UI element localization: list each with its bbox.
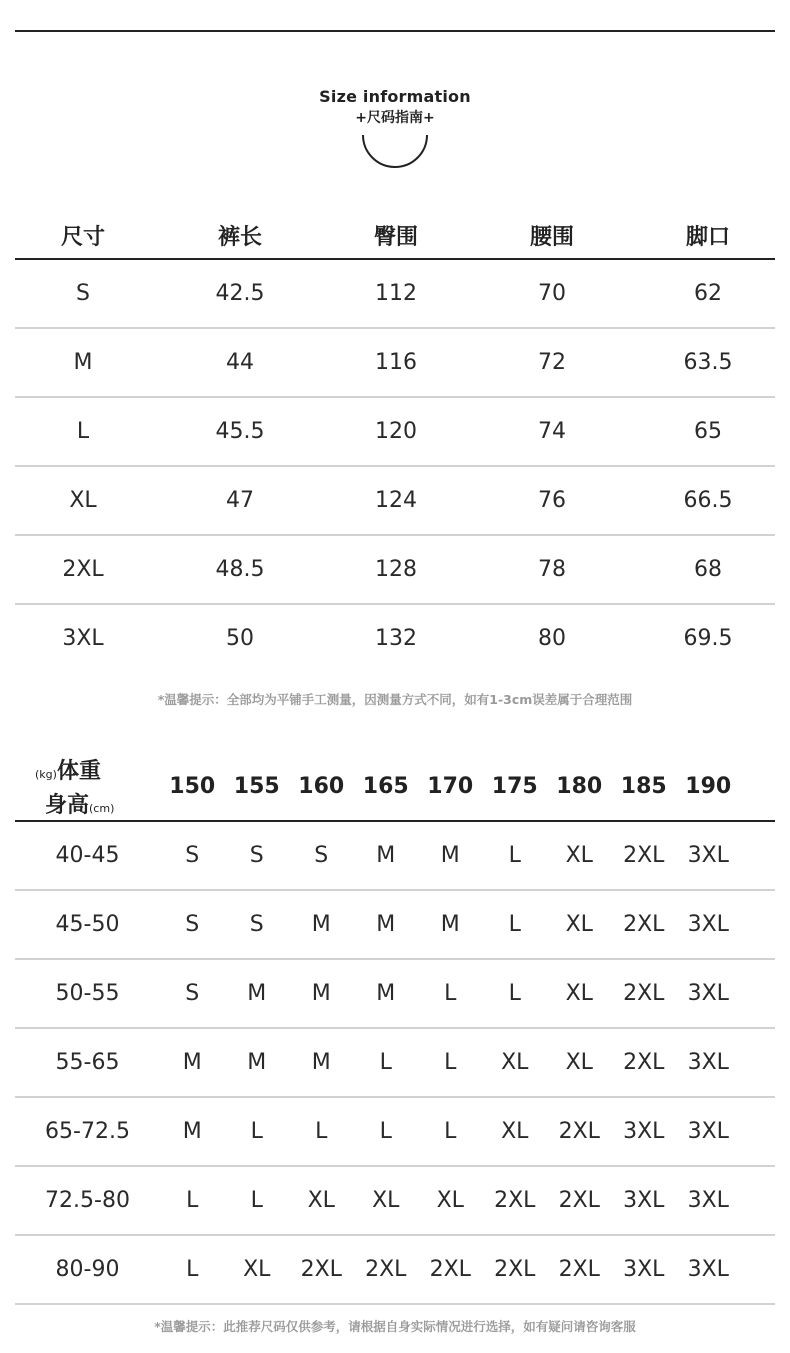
size-cell: L [186, 1188, 199, 1213]
size-cell: M [182, 1050, 202, 1075]
table-row [15, 605, 775, 672]
cell-length: 47 [226, 488, 254, 513]
weight-range-cell: 80-90 [55, 1257, 120, 1282]
size-cell: 2XL [365, 1257, 407, 1282]
size-cell: XL [501, 1119, 529, 1144]
cell-hem: 68 [694, 557, 722, 582]
size-cell: 2XL [429, 1257, 471, 1282]
size-cell: S [314, 843, 329, 868]
table-row [15, 1167, 775, 1236]
size-cell: 2XL [623, 912, 665, 937]
size-cell: 3XL [687, 912, 729, 937]
weight-unit: (kg) [35, 768, 57, 781]
height-unit: (cm) [89, 802, 115, 815]
height-column-header: 190 [685, 773, 732, 799]
size-cell: L [379, 1050, 392, 1075]
cell-size: L [76, 419, 90, 444]
height-column-header: 185 [620, 773, 667, 799]
cell-waist: 74 [538, 419, 566, 444]
cell-hem: 63.5 [683, 350, 733, 375]
title-english: Size information [319, 87, 471, 106]
size-cell: L [444, 1119, 457, 1144]
size-cell: L [508, 912, 521, 937]
size-cell: 2XL [558, 1119, 600, 1144]
cell-size: XL [69, 488, 97, 513]
cell-size: 3XL [62, 626, 104, 651]
size-cell: 2XL [494, 1257, 536, 1282]
height-column-header: 165 [362, 773, 409, 799]
size-cell: XL [243, 1257, 271, 1282]
size-cell: L [379, 1119, 392, 1144]
size-cell: L [444, 1050, 457, 1075]
cell-hip: 128 [375, 557, 417, 582]
top-divider [15, 30, 775, 32]
size-cell: L [250, 1188, 263, 1213]
weight-range-cell: 45-50 [55, 912, 120, 937]
size-cell: 3XL [623, 1257, 665, 1282]
arc-decoration-icon [355, 131, 435, 175]
size-cell: L [508, 981, 521, 1006]
header-hip: 臀围 [373, 224, 418, 250]
table-row [15, 329, 775, 398]
size-cell: XL [565, 1050, 593, 1075]
size-cell: L [250, 1119, 263, 1144]
recommend-note: *温馨提示：此推荐尺码仅供参考，请根据自身实际情况进行选择，如有疑问请咨询客服 [154, 1319, 636, 1334]
size-cell: M [247, 981, 267, 1006]
size-cell: XL [372, 1188, 400, 1213]
table-row [15, 260, 775, 329]
cell-hem: 65 [694, 419, 722, 444]
cell-length: 45.5 [215, 419, 265, 444]
table-row [15, 398, 775, 467]
size-cell: XL [307, 1188, 335, 1213]
title-block [0, 86, 790, 128]
weight-range-cell: 50-55 [55, 981, 120, 1006]
size-cell: 2XL [300, 1257, 342, 1282]
size-cell: L [315, 1119, 328, 1144]
size-cell: S [185, 981, 200, 1006]
height-column-header: 155 [233, 773, 280, 799]
size-cell: M [311, 912, 331, 937]
measurement-note: *温馨提示：全部均为平铺手工测量，因测量方式不同，如有1-3cm误差属于合理范围 [157, 692, 633, 707]
weight-range-cell: 65-72.5 [45, 1119, 130, 1144]
table-row [15, 467, 775, 536]
size-cell: 3XL [687, 1188, 729, 1213]
header-length: 裤长 [217, 224, 262, 250]
size-cell: 2XL [558, 1257, 600, 1282]
size-cell: M [311, 1050, 331, 1075]
size-cell: XL [436, 1188, 464, 1213]
size-cell: M [247, 1050, 267, 1075]
cell-hip: 112 [375, 281, 417, 306]
cell-size: M [73, 350, 93, 375]
cell-length: 48.5 [215, 557, 265, 582]
recommend-table [15, 752, 775, 1305]
table-row [15, 891, 775, 960]
size-cell: XL [565, 843, 593, 868]
size-cell: L [508, 843, 521, 868]
table-row [15, 960, 775, 1029]
size-cell: M [376, 912, 396, 937]
size-table-header [15, 212, 775, 260]
cell-waist: 70 [538, 281, 566, 306]
size-cell: M [376, 981, 396, 1006]
cell-hip: 132 [375, 626, 417, 651]
cell-waist: 72 [538, 350, 566, 375]
table-row [15, 1236, 775, 1305]
size-cell: 2XL [494, 1188, 536, 1213]
size-cell: 2XL [623, 843, 665, 868]
table-row [15, 1029, 775, 1098]
size-cell: S [249, 843, 264, 868]
cell-hem: 69.5 [683, 626, 733, 651]
cell-hem: 66.5 [683, 488, 733, 513]
weight-range-cell: 55-65 [55, 1050, 120, 1075]
cell-size: S [76, 281, 90, 306]
cell-waist: 76 [538, 488, 566, 513]
header-waist: 腰围 [529, 224, 574, 250]
cell-hip: 120 [375, 419, 417, 444]
size-cell: S [185, 843, 200, 868]
recommend-table-header [15, 752, 775, 822]
size-cell: XL [565, 981, 593, 1006]
cell-hem: 62 [694, 281, 722, 306]
weight-range-cell: 40-45 [55, 843, 120, 868]
table-row [15, 536, 775, 605]
cell-waist: 78 [538, 557, 566, 582]
size-cell: M [376, 843, 396, 868]
cell-length: 50 [226, 626, 254, 651]
size-cell: M [182, 1119, 202, 1144]
size-cell: L [444, 981, 457, 1006]
cell-hip: 116 [375, 350, 417, 375]
size-cell: 2XL [623, 1050, 665, 1075]
cell-waist: 80 [538, 626, 566, 651]
table-row [15, 822, 775, 891]
size-cell: 3XL [687, 1050, 729, 1075]
height-column-header: 160 [298, 773, 345, 799]
corner-cell [15, 752, 160, 820]
header-size: 尺寸 [60, 224, 105, 250]
cell-length: 44 [226, 350, 254, 375]
height-column-header: 170 [427, 773, 474, 799]
size-cell: 2XL [623, 981, 665, 1006]
size-table [15, 212, 775, 672]
height-column-header: 150 [169, 773, 216, 799]
height-column-header: 180 [556, 773, 603, 799]
size-cell: XL [501, 1050, 529, 1075]
height-label: 身高 [45, 793, 90, 818]
size-cell: 3XL [623, 1119, 665, 1144]
size-cell: M [440, 912, 460, 937]
cell-hip: 124 [375, 488, 417, 513]
title-chinese: +尺码指南+ [355, 110, 435, 126]
size-cell: 3XL [687, 843, 729, 868]
size-cell: XL [565, 912, 593, 937]
size-cell: 3XL [687, 1119, 729, 1144]
size-cell: 3XL [623, 1188, 665, 1213]
size-cell: L [186, 1257, 199, 1282]
size-cell: M [440, 843, 460, 868]
cell-size: 2XL [62, 557, 104, 582]
size-cell: M [311, 981, 331, 1006]
weight-range-cell: 72.5-80 [45, 1188, 130, 1213]
size-cell: 3XL [687, 1257, 729, 1282]
table-row [15, 1098, 775, 1167]
size-cell: S [185, 912, 200, 937]
cell-length: 42.5 [215, 281, 265, 306]
header-hem: 脚口 [685, 224, 730, 250]
height-column-header: 175 [491, 773, 538, 799]
size-cell: 3XL [687, 981, 729, 1006]
size-cell: S [249, 912, 264, 937]
size-cell: 2XL [558, 1188, 600, 1213]
weight-label: 体重 [56, 759, 101, 784]
